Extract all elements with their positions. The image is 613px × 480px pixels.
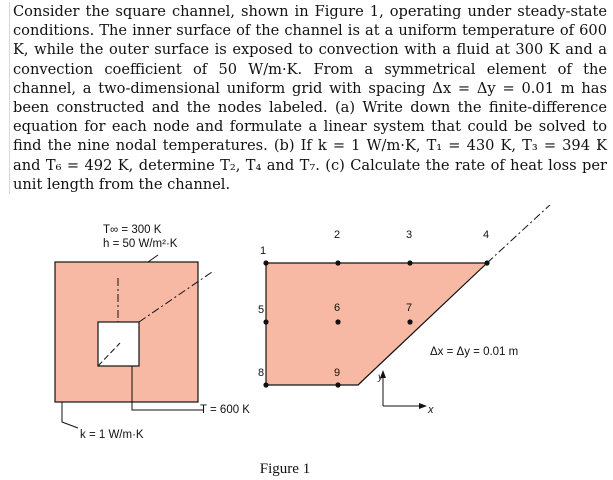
figure-1 (0, 205, 613, 460)
node-6 (335, 319, 340, 324)
channel-cross-section (55, 255, 212, 428)
node-label-2: 2 (334, 229, 341, 241)
h-label: h = 50 W/m²·K (103, 238, 178, 250)
node-9 (335, 382, 340, 387)
node-3 (407, 260, 412, 265)
k-pointer (62, 402, 78, 428)
node-label-9: 9 (334, 367, 341, 379)
t-inner-label: T = 600 K (200, 404, 250, 416)
node-label-6: 6 (334, 302, 341, 314)
node-label-7: 7 (406, 302, 413, 314)
node-label-3: 3 (406, 229, 413, 241)
node-5 (263, 319, 268, 324)
k-label: k = 1 W/m·K (80, 429, 144, 441)
figure-caption: Figure 1 (259, 461, 311, 477)
x-axis-label: x (428, 404, 434, 416)
problem-statement: Consider the square channel, shown in Figure 1, operating under steady-state conditions. The inner surface of the channel is at a uniform temperature of 600 K, while the outer surface is exposed to convection with a fluid at 300 K and a convection coefficient of 50 W/m·K. From a symmetrical element of the channel, a two-dimensional uniform grid with spacing Δx = Δy = 0.01 m has been constructed and the nodes labeled. (a) Write down the finite-difference equation for each node and formulate a linear system that could be solved to find the nine nodal temperatures. (b) If k = 1 W/m·K, T₁ = 430 K, T₃ = 394 K and T₆ = 492 K, determine T₂, T₄ and T₇. (c) Calculate the rate of heat loss per unit length from the channel. (9, 2, 607, 194)
node-label-4: 4 (483, 229, 490, 241)
spacing-label: Δx = Δy = 0.01 m (430, 346, 519, 358)
node-label-8: 8 (258, 367, 265, 379)
t-inf-pointer (148, 255, 158, 262)
element-region (266, 263, 487, 385)
node-8 (263, 382, 268, 387)
symmetrical-element (258, 205, 552, 409)
node-2 (335, 260, 340, 265)
node-1 (263, 260, 268, 265)
x-axis-arrow (419, 403, 427, 409)
element-diagonal-extension (487, 205, 552, 263)
node-label-5: 5 (258, 304, 265, 316)
node-7 (407, 319, 412, 324)
y-axis-label: y (378, 372, 383, 383)
node-4 (484, 260, 489, 265)
t-inf-label: T∞ = 300 K (103, 224, 162, 236)
node-label-1: 1 (260, 245, 267, 257)
